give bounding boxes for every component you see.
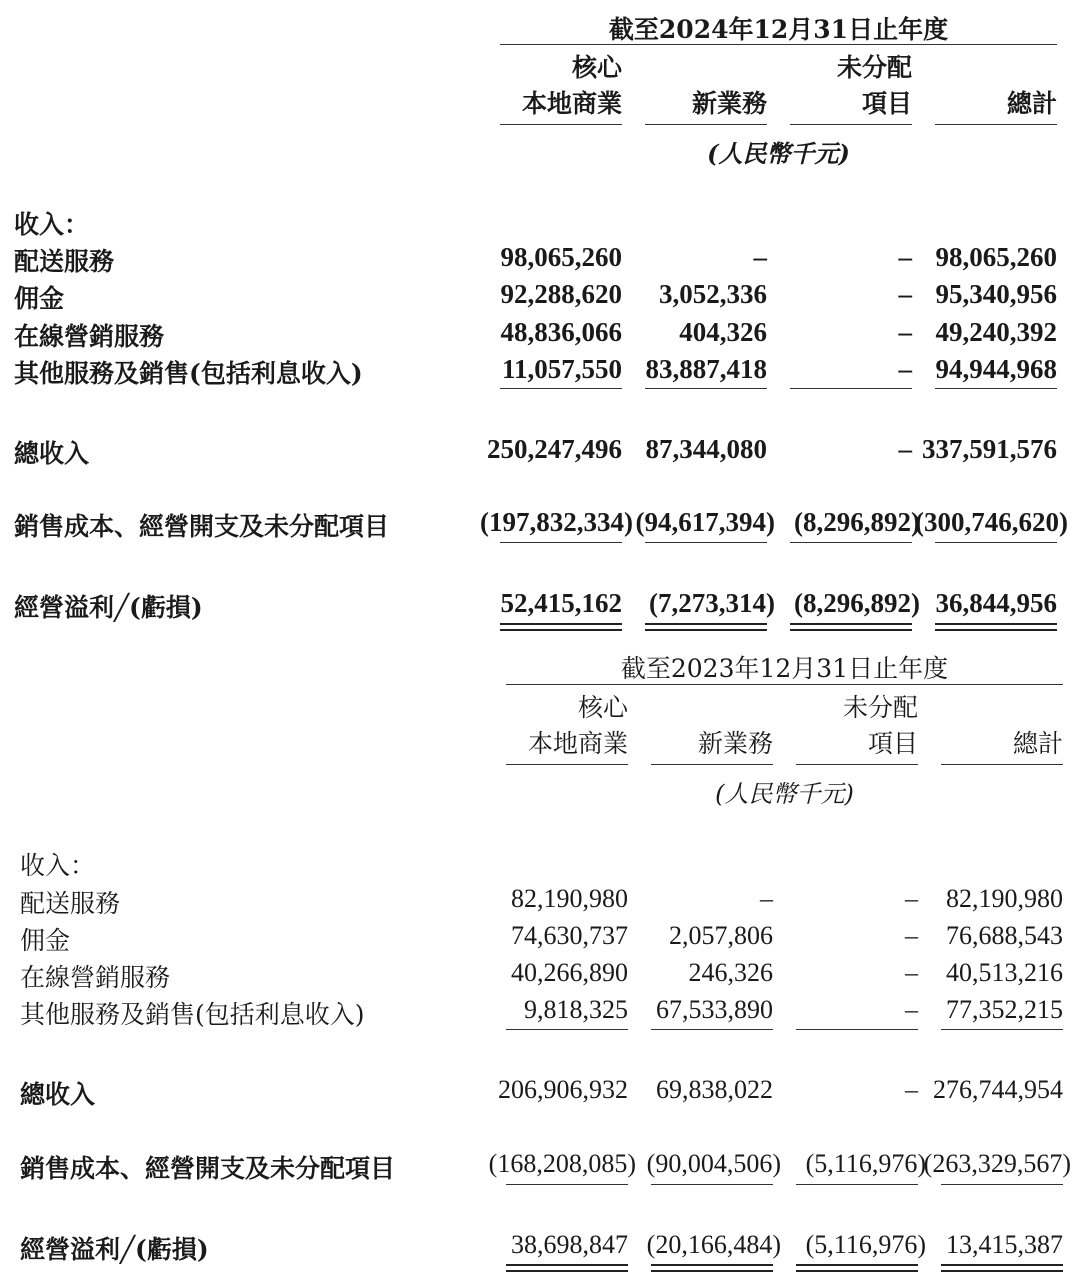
total-double-rule	[651, 1264, 773, 1272]
subtotal-rule	[651, 1029, 773, 1030]
cell-value: 82,190,980	[511, 884, 628, 913]
row-label: 配送服務	[14, 247, 115, 276]
total-double-rule	[500, 623, 622, 631]
divider	[645, 124, 767, 125]
column-header-new-initiatives: 新業務	[697, 729, 773, 758]
subtotal-rule	[506, 1029, 628, 1030]
cell-value: 276,744,954	[933, 1075, 1063, 1104]
cell-value: –	[898, 354, 912, 384]
row-label: 佣金	[20, 926, 71, 955]
revenue-heading: 收入：	[20, 851, 96, 880]
cell-value: 94,944,968	[935, 354, 1057, 384]
cell-value: 38,698,847	[511, 1230, 628, 1259]
cell-value: 98,065,260	[935, 242, 1057, 272]
cell-value: (197,832,334)	[480, 507, 633, 537]
divider	[651, 764, 773, 765]
column-header-core-local-commerce: 核心 本地商業	[521, 53, 622, 118]
cell-value: –	[898, 279, 912, 309]
total-double-rule	[935, 623, 1057, 631]
total-double-rule	[941, 1264, 1063, 1272]
row-label-costs: 銷售成本、經營開支及未分配項目	[14, 512, 390, 541]
cell-value: 87,344,080	[645, 434, 767, 464]
cell-value: 82,190,980	[946, 884, 1063, 913]
row-label-costs: 銷售成本、經營開支及未分配項目	[20, 1154, 396, 1183]
row-label-operating-profit: 經營溢利╱(虧損)	[14, 593, 203, 622]
cell-value: 48,836,066	[500, 317, 622, 347]
divider	[935, 124, 1057, 125]
period-heading: 截至2023年12月31日止年度	[620, 654, 949, 683]
cell-value: –	[905, 1075, 918, 1104]
cell-value: 69,838,022	[656, 1075, 773, 1104]
row-label: 佣金	[14, 284, 65, 313]
row-label-operating-profit: 經營溢利╱(虧損)	[20, 1235, 209, 1264]
divider	[941, 764, 1063, 765]
divider	[506, 684, 1063, 685]
cell-value: 206,906,932	[498, 1075, 628, 1104]
cell-value: 49,240,392	[935, 317, 1057, 347]
column-header-total: 總計	[1012, 729, 1063, 758]
cell-value: 246,326	[688, 958, 773, 987]
column-header-unallocated-items: 未分配 項目	[842, 693, 918, 758]
divider	[790, 124, 912, 125]
cell-value: (300,746,620)	[915, 507, 1068, 537]
cell-value: 36,844,956	[935, 588, 1057, 618]
cell-value: (5,116,976)	[805, 1149, 926, 1178]
row-label: 其他服務及銷售(包括利息收入)	[14, 359, 363, 388]
cell-value: –	[898, 242, 912, 272]
column-header-core-local-commerce: 核心 本地商業	[527, 693, 628, 758]
cell-value: (8,296,892)	[794, 507, 920, 537]
total-double-rule	[790, 623, 912, 631]
cell-value: (90,004,506)	[646, 1149, 781, 1178]
row-label: 配送服務	[20, 889, 121, 918]
cell-value: 40,266,890	[511, 958, 628, 987]
total-double-rule	[796, 1264, 918, 1272]
cell-value: 250,247,496	[487, 434, 622, 464]
cell-value: 83,887,418	[645, 354, 767, 384]
cell-value: –	[898, 434, 912, 464]
cell-value: 40,513,216	[946, 958, 1063, 987]
period-heading: 截至2024年12月31日止年度	[608, 15, 949, 44]
subtotal-rule	[941, 1184, 1063, 1185]
column-header-unallocated-items: 未分配 項目	[836, 53, 912, 118]
divider	[506, 764, 628, 765]
cell-value: –	[898, 317, 912, 347]
cell-value: 404,326	[679, 317, 767, 347]
row-label: 在線營銷服務	[14, 322, 165, 351]
subtotal-rule	[941, 1029, 1063, 1030]
subtotal-rule	[645, 542, 767, 543]
cell-value: 3,052,336	[659, 279, 767, 309]
cell-value: (20,166,484)	[646, 1230, 781, 1259]
cell-value: 337,591,576	[922, 434, 1057, 464]
cell-value: –	[753, 242, 767, 272]
cell-value: (7,273,314)	[649, 588, 775, 618]
cell-value: 98,065,260	[500, 242, 622, 272]
subtotal-rule	[790, 388, 912, 389]
divider	[796, 764, 918, 765]
subtotal-rule	[796, 1029, 918, 1030]
column-header-new-initiatives: 新業務	[691, 89, 767, 118]
subtotal-rule	[506, 1184, 628, 1185]
subtotal-rule	[935, 388, 1057, 389]
cell-value: 9,818,325	[524, 995, 628, 1024]
cell-value: –	[905, 958, 918, 987]
cell-value: 11,057,550	[501, 354, 622, 384]
cell-value: (8,296,892)	[794, 588, 920, 618]
cell-value: (5,116,976)	[805, 1230, 926, 1259]
cell-value: 13,415,387	[946, 1230, 1063, 1259]
row-label-total-revenue: 總收入	[14, 439, 90, 468]
cell-value: 76,688,543	[946, 921, 1063, 950]
cell-value: –	[905, 921, 918, 950]
row-label-total-revenue: 總收入	[20, 1080, 96, 1109]
subtotal-rule	[790, 542, 912, 543]
cell-value: 92,288,620	[500, 279, 622, 309]
revenue-heading: 收入：	[14, 210, 90, 239]
cell-value: –	[905, 884, 918, 913]
total-double-rule	[506, 1264, 628, 1272]
cell-value: 2,057,806	[669, 921, 773, 950]
subtotal-rule	[500, 388, 622, 389]
cell-value: –	[760, 884, 773, 913]
subtotal-rule	[645, 388, 767, 389]
row-label: 其他服務及銷售(包括利息收入)	[20, 1000, 365, 1029]
subtotal-rule	[651, 1184, 773, 1185]
unit-label: (人民幣千元)	[707, 139, 850, 168]
subtotal-rule	[935, 542, 1057, 543]
cell-value: 77,352,215	[946, 995, 1063, 1024]
subtotal-rule	[500, 542, 622, 543]
cell-value: (94,617,394)	[635, 507, 775, 537]
column-header-total: 總計	[1006, 89, 1057, 118]
cell-value: (263,329,567)	[923, 1149, 1071, 1178]
cell-value: 67,533,890	[656, 995, 773, 1024]
unit-label: (人民幣千元)	[715, 780, 854, 808]
cell-value: 52,415,162	[500, 588, 622, 618]
row-label: 在線營銷服務	[20, 963, 171, 992]
cell-value: 74,630,737	[511, 921, 628, 950]
cell-value: 95,340,956	[935, 279, 1057, 309]
total-double-rule	[645, 623, 767, 631]
subtotal-rule	[796, 1184, 918, 1185]
cell-value: –	[905, 995, 918, 1024]
divider	[500, 44, 1057, 45]
cell-value: (168,208,085)	[488, 1149, 636, 1178]
divider	[500, 124, 622, 125]
